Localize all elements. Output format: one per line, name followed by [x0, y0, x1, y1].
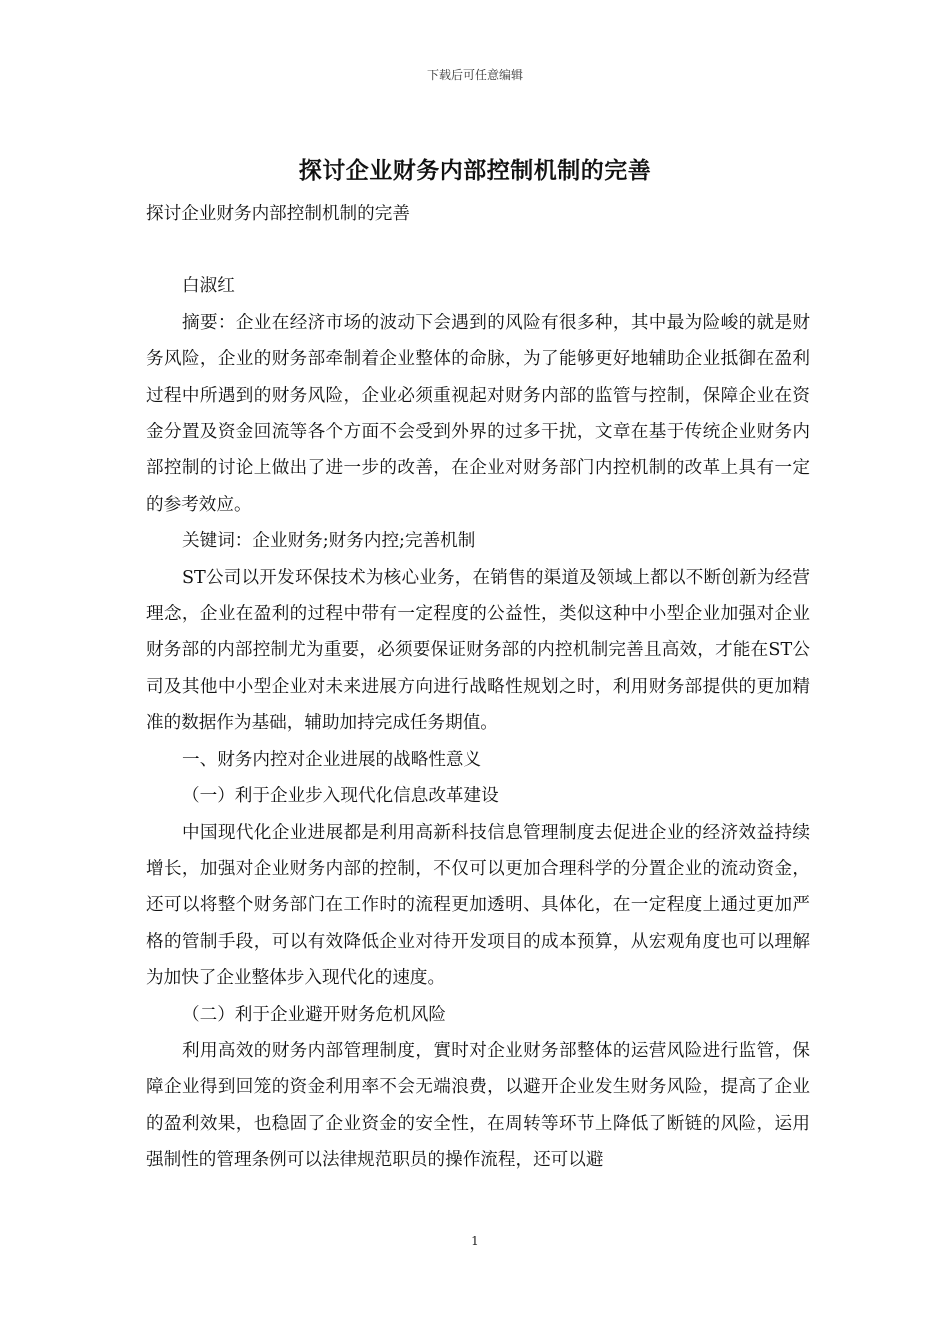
author-name: 白淑红: [182, 276, 235, 297]
keywords-paragraph: 关键词：企业财务;财务内控;完善机制: [182, 531, 476, 552]
page-number: 1: [471, 1234, 479, 1248]
subsection-heading-2: （二）利于企业避开财务危机风险: [182, 1004, 446, 1025]
intro-paragraph: ST公司以开发环保技术为核心业务，在销售的渠道及领域上都以不断创新为经营理念，企业在盈利的过程中带有一定程度的公益性，类似这种中小型企业加强对企业财务部的内部控制尤为重要，必须要保证财务部的内控机制完善且高效，才能在ST公司及其他中小型企业对未来进展方向进行战略性规划之时，利用财务部提供的更加精准的数据作为基础，辅助加持完成任务期值。: [146, 567, 810, 734]
subsection-heading-1: （一）利于企业步入现代化信息改革建设: [182, 786, 499, 807]
section-heading-1: 一、财务内控对企业进展的战略性意义: [182, 749, 482, 770]
abstract-paragraph: 摘要：企业在经济市场的波动下会遇到的风险有很多种，其中最为险峻的就是财务风险，企业的财务部牵制着企业整体的命脉，为了能够更好地辅助企业抵御在盈利过程中所遇到的财务风险，企业必须重视起对财务内部的监管与控制，保障企业在资金分置及资金回流等各个方面不会受到外界的过多干扰，文章在基于传统企业财务内部控制的讨论上做出了进一步的改善，在企业对财务部门内控机制的改革上具有一定的参考效应。: [146, 312, 810, 515]
subsection-2-paragraph: 利用高效的财务内部管理制度，實时对企业财务部整体的运营风险进行监管，保障企业得到回笼的资金利用率不会无端浪费，以避开企业发生财务风险，提高了企业的盈利效果，也稳固了企业资金的安全性，在周转等环节上降低了断链的风险，运用强制性的管理条例可以法律规范职员的操作流程，还可以避: [146, 1040, 810, 1171]
header-note: 下载后可任意编辑: [426, 68, 523, 82]
document-subtitle: 探讨企业财务内部控制机制的完善: [146, 204, 410, 224]
document-title: 探讨企业财务内部控制机制的完善: [298, 157, 652, 184]
subsection-1-paragraph: 中国现代化企业进展都是利用高新科技信息管理制度去促进企业的经济效益持续增长，加强对企业财务内部的控制，不仅可以更加合理科学的分置企业的流动资金，还可以将整个财务部门在工作时的流程更加透明、具体化，在一定程度上通过更加严格的管制手段，可以有效降低企业对待开发项目的成本预算，从宏观角度也可以理解为加快了企业整体步入现代化的速度。: [146, 822, 810, 989]
document-body: [146, 196, 810, 1179]
